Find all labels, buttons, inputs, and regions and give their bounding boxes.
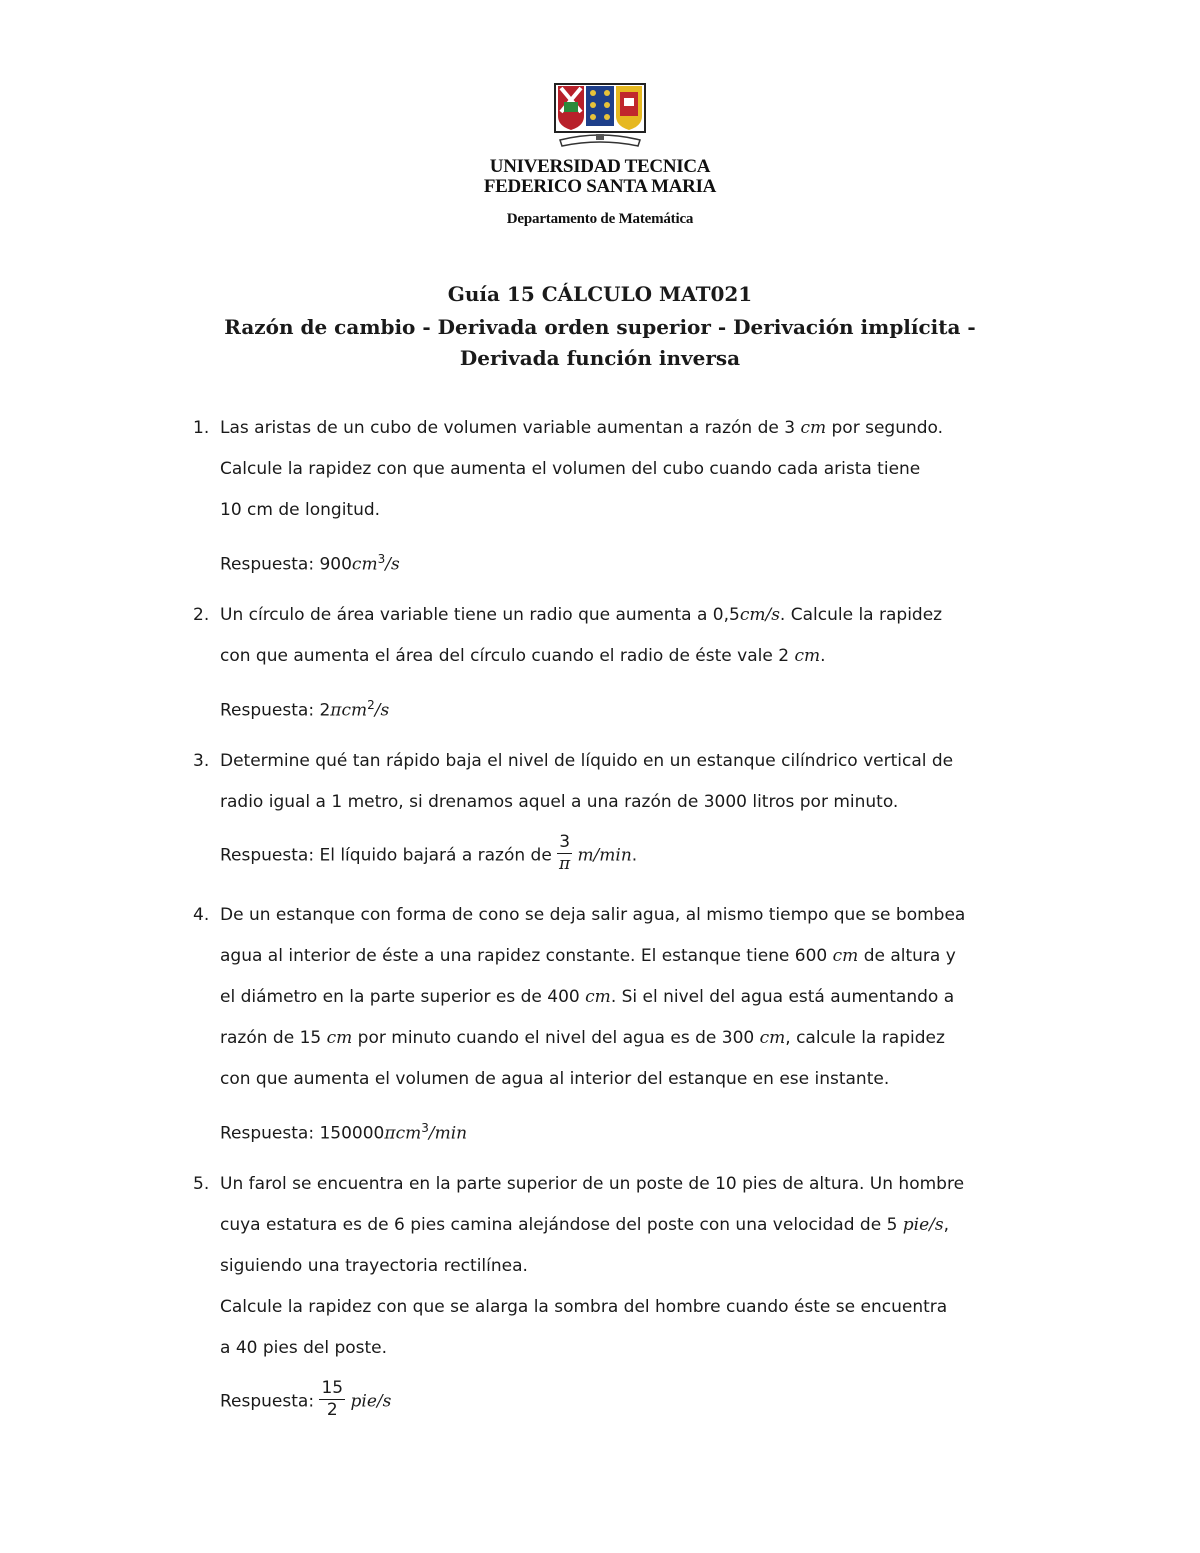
problem-text-line: 10 cm de longitud.: [220, 500, 381, 520]
problem-text-line: razón de 15 cm por minuto cuando el nivel del agua es de 300 cm, calcule la rapidez: [220, 1028, 945, 1048]
problem-number: 1.: [193, 418, 210, 438]
problem-text-line: siguiendo una trayectoria rectilínea.: [220, 1256, 528, 1276]
guide-subtitle-line2: Derivada función inversa: [459, 346, 741, 370]
problem-text-line: Las aristas de un cubo de volumen variable aumentan a razón de 3 cm por segundo.: [220, 418, 944, 438]
problem-number: 2.: [193, 605, 210, 625]
problem-text-line: radio igual a 1 metro, si drenamos aquel a una razón de 3000 litros por minuto.: [220, 792, 899, 812]
problem-answer: Respuesta: $900cm^3/s$: [220, 552, 400, 575]
problem-text-line: cuya estatura es de 6 pies camina alejándose del poste con una velocidad de 5 pie/s,: [220, 1215, 950, 1235]
problem-text-line: con que aumenta el área del círculo cuando el radio de éste vale 2 cm.: [220, 646, 826, 666]
fraction: $\frac{15}{2}$: [321, 1378, 344, 1420]
problem-number: 5.: [193, 1174, 210, 1194]
university-crest-logo: [552, 82, 648, 156]
guide-subtitle-line1: Razón de cambio - Derivada orden superior - Derivación implícita -: [224, 315, 976, 339]
problem-text-line: Un farol se encuentra en la parte superior de un poste de 10 pies de altura. Un hombre: [220, 1174, 965, 1194]
problem-text-line: Calcule la rapidez con que aumenta el volumen del cubo cuando cada arista tiene: [220, 459, 921, 479]
problem-answer: Respuesta: 150000πcm$^3$/min: [220, 1121, 468, 1144]
problem-text-line: Un círculo de área variable tiene un radio que aumenta a 0,5cm/s. Calcule la rapidez: [220, 605, 943, 625]
problem-text-line: Calcule la rapidez con que se alarga la sombra del hombre cuando éste se encuentra: [220, 1297, 948, 1317]
university-name-line1: UNIVERSIDAD TECNICA: [489, 156, 711, 177]
problem-text-line: con que aumenta el volumen de agua al interior del estanque en ese instante.: [220, 1069, 890, 1089]
problem-answer: Respuesta: 2πcm$^2$/s: [220, 698, 390, 721]
problem-text-line: agua al interior de éste a una rapidez constante. El estanque tiene 600 cm de altura y: [220, 946, 956, 966]
problem-text-line: De un estanque con forma de cono se deja salir agua, al mismo tiempo que se bombea: [220, 905, 966, 925]
problem-text-line: el diámetro en la parte superior es de 400 cm. Si el nivel del agua está aumentando a: [220, 987, 955, 1007]
problem-answer: Respuesta: $\frac{15}{2}$ pie/s: [220, 1378, 392, 1420]
guide-title: Guía 15 CÁLCULO MAT021: [447, 282, 753, 306]
problem-answer: Respuesta: El líquido bajará a razón de $\frac{3}{\pi}$ m/min.: [220, 832, 638, 874]
problem-text-line: Determine qué tan rápido baja el nivel de líquido en un estanque cilíndrico vertical de: [220, 751, 954, 771]
problem-number: 3.: [193, 751, 210, 771]
problem-number: 4.: [193, 905, 210, 925]
fraction: $\frac{3}{\pi}$: [559, 832, 571, 874]
university-name-line2: FEDERICO SANTA MARIA: [483, 176, 717, 197]
department-name: Departamento de Matemática: [506, 211, 694, 227]
problem-text-line: a 40 pies del poste.: [220, 1338, 388, 1358]
